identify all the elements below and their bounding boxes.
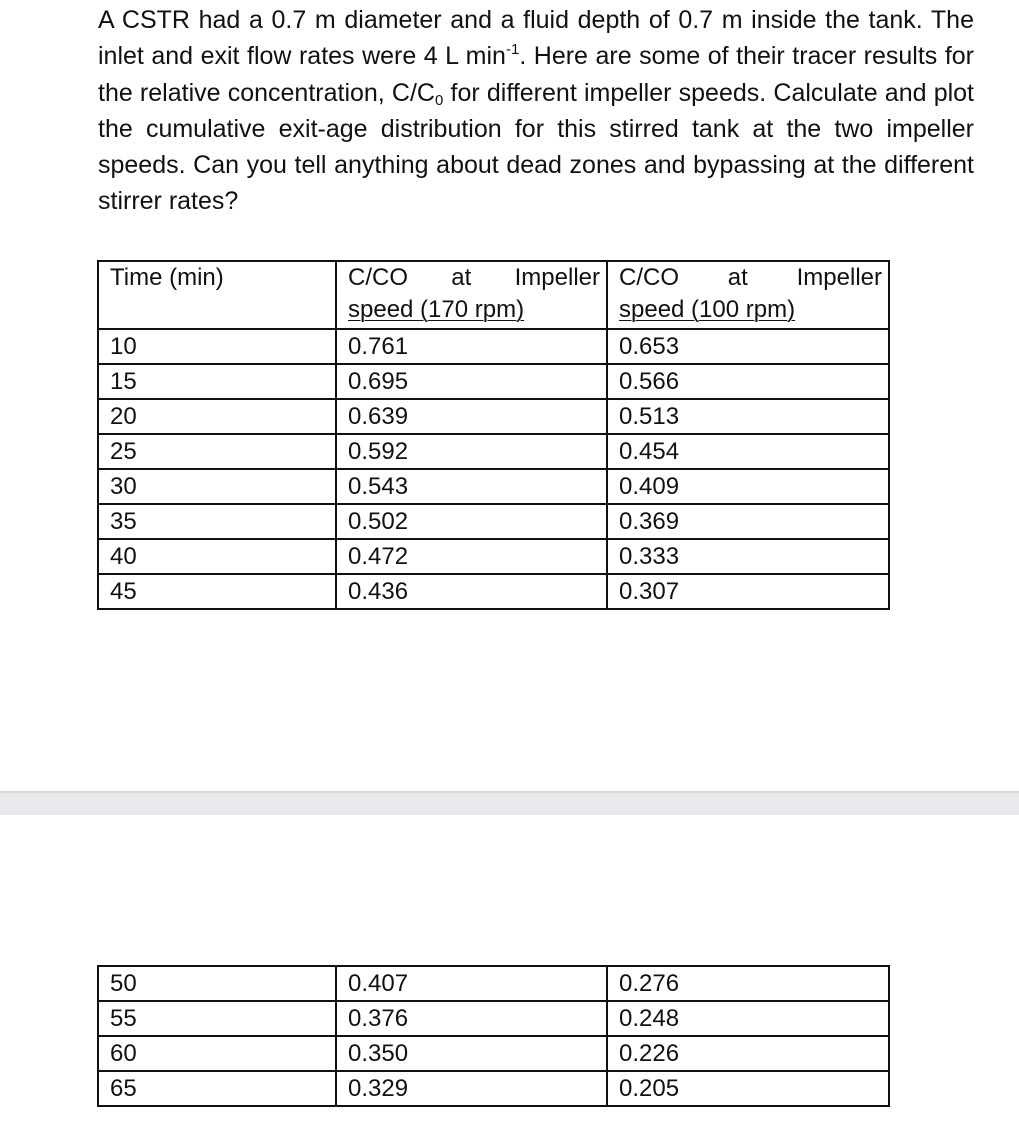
table-row xyxy=(98,504,889,539)
problem-superscript: -1 xyxy=(505,41,520,59)
table-row xyxy=(98,1071,889,1106)
header-c170-line1: C/CO at Impeller xyxy=(348,264,600,291)
cell-c170: 0.329 xyxy=(336,1071,607,1106)
table-row xyxy=(98,434,889,469)
cell-c170: 0.472 xyxy=(336,539,607,574)
cell-c100: 0.226 xyxy=(607,1036,889,1071)
header-c170-line2: speed (170 rpm) xyxy=(348,296,525,323)
table-row xyxy=(98,539,889,574)
cell-c100: 0.566 xyxy=(607,364,889,399)
table-row xyxy=(98,966,889,1001)
tracer-table-top xyxy=(97,260,890,610)
cell-c170: 0.436 xyxy=(336,574,607,609)
table-row xyxy=(98,399,889,434)
cell-time: 20 xyxy=(98,399,336,434)
problem-statement xyxy=(98,2,974,220)
cell-time: 10 xyxy=(98,329,336,364)
cell-c100: 0.409 xyxy=(607,469,889,504)
cell-time: 35 xyxy=(98,504,336,539)
cell-c170: 0.639 xyxy=(336,399,607,434)
cell-c100: 0.369 xyxy=(607,504,889,539)
cell-time: 40 xyxy=(98,539,336,574)
problem-subscript: 0 xyxy=(435,91,444,109)
table-row xyxy=(98,1001,889,1036)
cell-c170: 0.592 xyxy=(336,434,607,469)
header-c100-line1: C/CO at Impeller xyxy=(619,264,882,291)
cell-time: 30 xyxy=(98,469,336,504)
cell-c170: 0.350 xyxy=(336,1036,607,1071)
problem-text-part1: A CSTR had a 0.7 m diameter and a fluid depth of 0.7 m inside the tank. The inlet and exit flow rates were 4 L min xyxy=(98,6,974,71)
cell-c170: 0.761 xyxy=(336,329,607,364)
cell-c100: 0.333 xyxy=(607,539,889,574)
cell-c100: 0.513 xyxy=(607,399,889,434)
cell-c100: 0.653 xyxy=(607,329,889,364)
problem-text-part2: . Here are some of their tracer results for the relative concentration, C/C xyxy=(98,42,974,107)
table-row xyxy=(98,329,889,364)
cell-time: 45 xyxy=(98,574,336,609)
cell-time: 65 xyxy=(98,1071,336,1106)
cell-time: 60 xyxy=(98,1036,336,1071)
cell-c100: 0.205 xyxy=(607,1071,889,1106)
tracer-table-bottom xyxy=(97,965,890,1107)
cell-time: 25 xyxy=(98,434,336,469)
cell-time: 50 xyxy=(98,966,336,1001)
page-break-divider xyxy=(0,791,1019,815)
cell-c170: 0.376 xyxy=(336,1001,607,1036)
header-c170 xyxy=(336,261,607,329)
cell-c170: 0.543 xyxy=(336,469,607,504)
table-row xyxy=(98,364,889,399)
header-c100 xyxy=(607,261,889,329)
table-header-row xyxy=(98,261,889,329)
cell-c100: 0.307 xyxy=(607,574,889,609)
header-time: Time (min) xyxy=(98,261,336,329)
cell-time: 15 xyxy=(98,364,336,399)
problem-text-part3: for different impeller speeds. Calculate and plot the cumulative exit-age distribution for this stirred tank at the two impeller speeds. Can you tell anything about dead zones and bypassing at the different stirrer rates? xyxy=(98,78,974,216)
cell-c170: 0.407 xyxy=(336,966,607,1001)
cell-c100: 0.454 xyxy=(607,434,889,469)
cell-c170: 0.695 xyxy=(336,364,607,399)
cell-c100: 0.248 xyxy=(607,1001,889,1036)
cell-c170: 0.502 xyxy=(336,504,607,539)
cell-time: 55 xyxy=(98,1001,336,1036)
table-row xyxy=(98,574,889,609)
cell-c100: 0.276 xyxy=(607,966,889,1001)
table-row xyxy=(98,469,889,504)
header-c100-line2: speed (100 rpm) xyxy=(619,296,796,323)
table-row xyxy=(98,1036,889,1071)
